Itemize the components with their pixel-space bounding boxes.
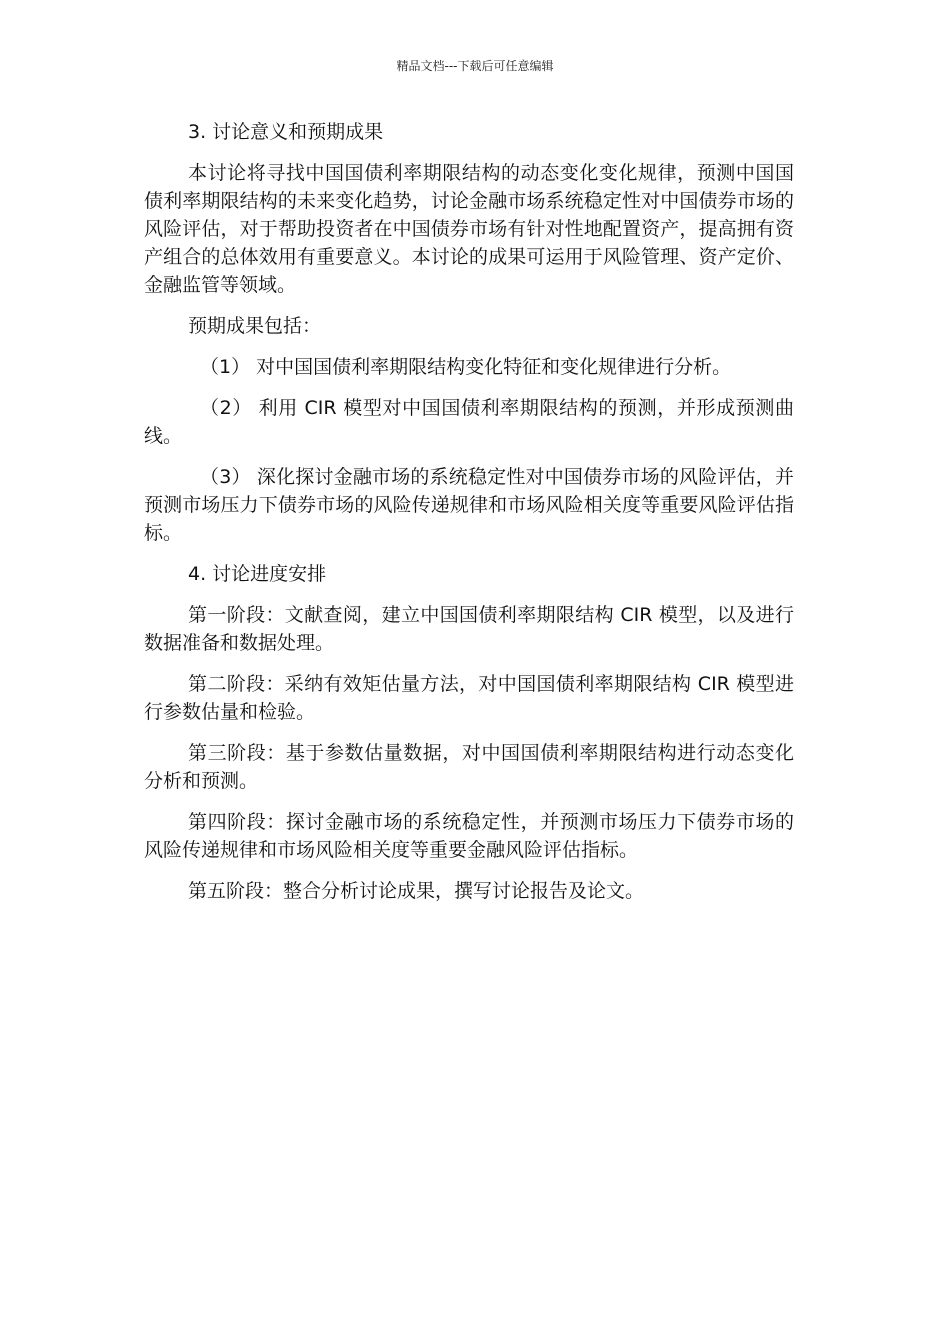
expected-result-item-1: （1） 对中国国债利率期限结构变化特征和变化规律进行分析。 xyxy=(200,356,732,378)
stage-4-paragraph: 第四阶段：探讨金融市场的系统稳定性，并预测市场压力下债券市场的风险传递规律和市场风险相关度等重要金融风险评估指标。 xyxy=(144,811,794,861)
expected-results-intro: 预期成果包括： xyxy=(188,315,322,337)
section-heading-4: 4. 讨论进度安排 xyxy=(188,563,327,585)
page-header: 精品文档---下载后可任意编辑 xyxy=(396,59,554,73)
stage-1-paragraph: 第一阶段：文献查阅，建立中国国债利率期限结构 CIR 模型，以及进行数据准备和数据处理。 xyxy=(144,604,794,654)
expected-result-item-2: （2） 利用 CIR 模型对中国国债利率期限结构的预测，并形成预测曲线。 xyxy=(144,397,794,447)
document-body xyxy=(144,118,794,918)
significance-paragraph: 本讨论将寻找中国国债利率期限结构的动态变化变化规律，预测中国国债利率期限结构的未来变化趋势，讨论金融市场系统稳定性对中国债券市场的风险评估，对于帮助投资者在中国债券市场有针对性地配置资产，提高拥有资产组合的总体效用有重要意义。本讨论的成果可运用于风险管理、资产定价、金融监管等领域。 xyxy=(144,162,794,296)
stage-5-paragraph: 第五阶段：整合分析讨论成果，撰写讨论报告及论文。 xyxy=(188,880,645,902)
stage-3-paragraph: 第三阶段：基于参数估量数据，对中国国债利率期限结构进行动态变化分析和预测。 xyxy=(144,742,794,792)
section-heading-3: 3. 讨论意义和预期成果 xyxy=(188,121,384,143)
stage-2-paragraph: 第二阶段：采纳有效矩估量方法，对中国国债利率期限结构 CIR 模型进行参数估量和检验。 xyxy=(144,673,794,723)
expected-result-item-3: （3） 深化探讨金融市场的系统稳定性对中国债券市场的风险评估，并预测市场压力下债券市场的风险传递规律和市场风险相关度等重要风险评估指标。 xyxy=(144,466,794,544)
